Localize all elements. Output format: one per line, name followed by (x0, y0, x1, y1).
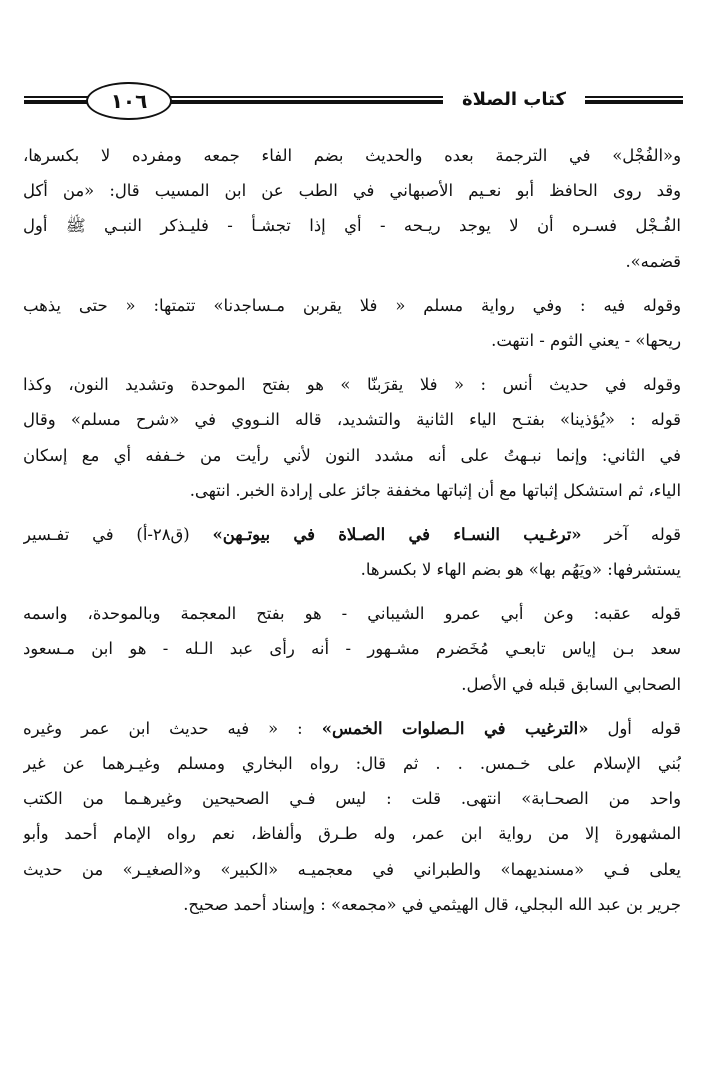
text-segment: (ق٢٨-أ) في تفـسير (23, 524, 213, 544)
text-line (23, 138, 681, 173)
paragraph (23, 288, 681, 358)
text-segment: الفُـجْل فسـره أن لا يوجد ريـحه - أي إذا تجشـأ - فليـذكر النبـي ﷺ أول (23, 216, 681, 236)
text-segment: جرير بن عبد الله البجلي، قال الهيثمي في «مجمعه» : وإسناد أحمد صحيح. (183, 894, 681, 914)
text-segment: ريحها» - يعني الثوم - انتهت. (491, 330, 681, 350)
paragraph (23, 711, 681, 922)
text-segment: الصحابي السابق قبله في الأصل. (461, 674, 681, 694)
text-segment: وقوله فيه : وفي رواية مسلم « فلا يقربن مـساجدنا» تتمتها: « حتى يذهب (23, 295, 681, 315)
section-heading: «الترغيب في الـصلوات الخمس» (321, 718, 589, 738)
header-rule-right (585, 96, 683, 105)
page-number: ١٠٦ (86, 82, 172, 120)
paragraph (23, 138, 681, 279)
text-line (23, 746, 681, 781)
text-line (23, 552, 681, 587)
text-segment: قضمه». (625, 251, 681, 271)
text-line (23, 517, 681, 552)
text-line (23, 852, 681, 887)
text-line (23, 244, 681, 279)
text-segment: سعد بـن إياس تابعـي مُخَضرم مشـهور - أنه رأى عبد الـله - هو ابن مـسعود (23, 639, 681, 659)
text-line (23, 208, 681, 243)
section-heading: «ترغـيب النسـاء في الصـلاة في بيوتـهن» (212, 524, 582, 544)
text-line (23, 596, 681, 631)
text-segment: وقد روى الحافظ أبو نعـيم الأصبهاني في الطب عن ابن المسيب قال: «من أكل (23, 181, 681, 201)
paragraph (23, 367, 681, 508)
text-segment: قوله آخر (581, 524, 681, 544)
text-line (23, 631, 681, 666)
text-line (23, 667, 681, 702)
text-segment: و«الفُجْل» في الترجمة بعده والحديث بضم الفاء جمعه ومفرده لا بكسرها، (23, 146, 681, 165)
page-header (0, 82, 703, 126)
text-segment: يستشرفها: «ويَهُم بها» هو بضم الهاء لا بكسرها. (360, 560, 681, 580)
text-line (23, 781, 681, 816)
text-segment: بُني الإسلام على خـمس. . . ثم قال: رواه البخاري ومسلم وغيـرهما عن غير (23, 754, 681, 773)
text-line (23, 367, 681, 402)
text-segment: في الثاني: وإنما نبـهتُ على أنه مشدد النون لأني رأيت من خـففه أي مع إسكان (23, 445, 681, 465)
text-segment: يعلى فـي «مسنديهما» والطبراني في معجميـه «الكبير» و«الصغيـر» من حديث (23, 859, 681, 879)
text-segment: قوله أول (588, 718, 681, 738)
text-line (23, 173, 681, 208)
text-line (23, 887, 681, 922)
text-line (23, 816, 681, 851)
text-segment: المشهورة إلا من رواية ابن عمر، وله طـرق وألفاظ، نعم رواه الإمام أحمد وأبو (23, 824, 681, 844)
text-segment: : « فيه حديث ابن عمر وغيره (23, 718, 322, 738)
header-rule-left (24, 96, 90, 105)
chapter-title: كتاب الصلاة (462, 89, 566, 110)
text-segment: قوله : «يُؤذينا» بفتـح الياء الثانية والتشديد، قاله النـووي في «شرح مسلم» وقال (23, 410, 681, 430)
text-line (23, 438, 681, 473)
text-segment: وقوله في حديث أنس : « فلا يقرَبنّا » هو بفتح الموحدة وتشديد النون، وكذا (23, 375, 681, 395)
page-body (23, 138, 681, 931)
text-line (23, 711, 681, 746)
text-segment: واحد من الصحـابة» انتهى. قلت : ليس فـي الصحيحين وغيرهـما من الكتب (23, 789, 681, 809)
text-segment: قوله عقبه: وعن أبي عمرو الشيباني - هو بفتح المعجمة وبالموحدة، واسمه (23, 604, 681, 624)
text-line (23, 288, 681, 323)
paragraph (23, 596, 681, 702)
text-segment: الياء، ثم استشكل إثباتها مع أن إثباتها مخففة جائز على إرادة الخبر. انتهى. (189, 480, 681, 500)
text-line (23, 323, 681, 358)
text-line (23, 402, 681, 437)
paragraph (23, 517, 681, 587)
header-rule-middle (168, 96, 443, 105)
text-line (23, 473, 681, 508)
